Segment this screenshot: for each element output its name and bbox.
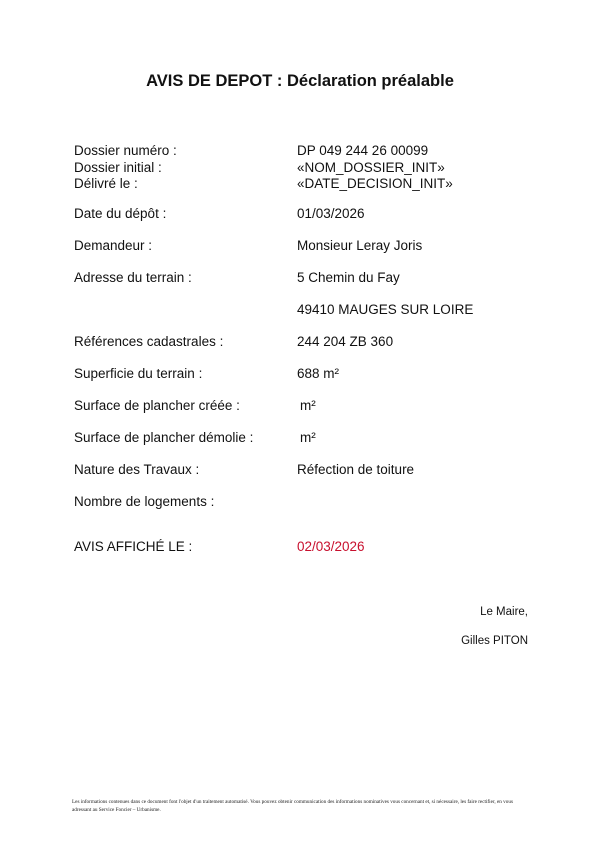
nature-label: Nature des Travaux : xyxy=(74,462,200,477)
adresse-line1: 5 Chemin du Fay xyxy=(297,270,400,285)
delivre-le-value: «DATE_DECISION_INIT» xyxy=(297,176,453,191)
avis-affiche-value: 02/03/2026 xyxy=(297,539,365,554)
superficie-value: 688 m² xyxy=(297,366,340,381)
avis-affiche-label: AVIS AFFICHÉ LE : xyxy=(74,539,193,554)
date-depot-label: Date du dépôt : xyxy=(74,206,167,221)
demandeur-label: Demandeur : xyxy=(74,238,153,253)
references-label: Références cadastrales : xyxy=(74,334,224,349)
adresse-line2: 49410 MAUGES SUR LOIRE xyxy=(297,302,474,317)
superficie-label: Superficie du terrain : xyxy=(74,366,203,381)
plancher-cree-value: m² xyxy=(300,398,316,413)
signature-name: Gilles PITON xyxy=(461,635,528,647)
plancher-demolie-value: m² xyxy=(300,430,316,445)
signature-role: Le Maire, xyxy=(480,606,528,618)
nature-value: Réfection de toiture xyxy=(297,462,415,477)
plancher-cree-label: Surface de plancher créée : xyxy=(74,398,240,413)
date-depot-value: 01/03/2026 xyxy=(297,206,365,221)
references-value: 244 204 ZB 360 xyxy=(297,334,394,349)
dossier-initial-value: «NOM_DOSSIER_INIT» xyxy=(297,160,445,175)
page-title: AVIS DE DEPOT : Déclaration préalable xyxy=(146,72,454,90)
dossier-numero-label: Dossier numéro : xyxy=(74,143,177,158)
demandeur-value: Monsieur Leray Joris xyxy=(297,238,423,253)
plancher-demolie-label: Surface de plancher démolie : xyxy=(74,430,254,445)
dossier-initial-label: Dossier initial : xyxy=(74,160,162,175)
dossier-numero-value: DP 049 244 26 00099 xyxy=(297,143,429,158)
delivre-le-label: Délivré le : xyxy=(74,176,138,191)
adresse-label: Adresse du terrain : xyxy=(74,270,192,285)
logements-label: Nombre de logements : xyxy=(74,494,215,509)
footer-notice: Les informations contenues dans ce document font l'objet d'un traitement automatisé. Vous pouvez obtenir communication des informations nominatives vous concernant et, si nécessaire, les faire rectifier, en vous adressant au Service Foncier – Urbanisme. xyxy=(72,799,513,813)
